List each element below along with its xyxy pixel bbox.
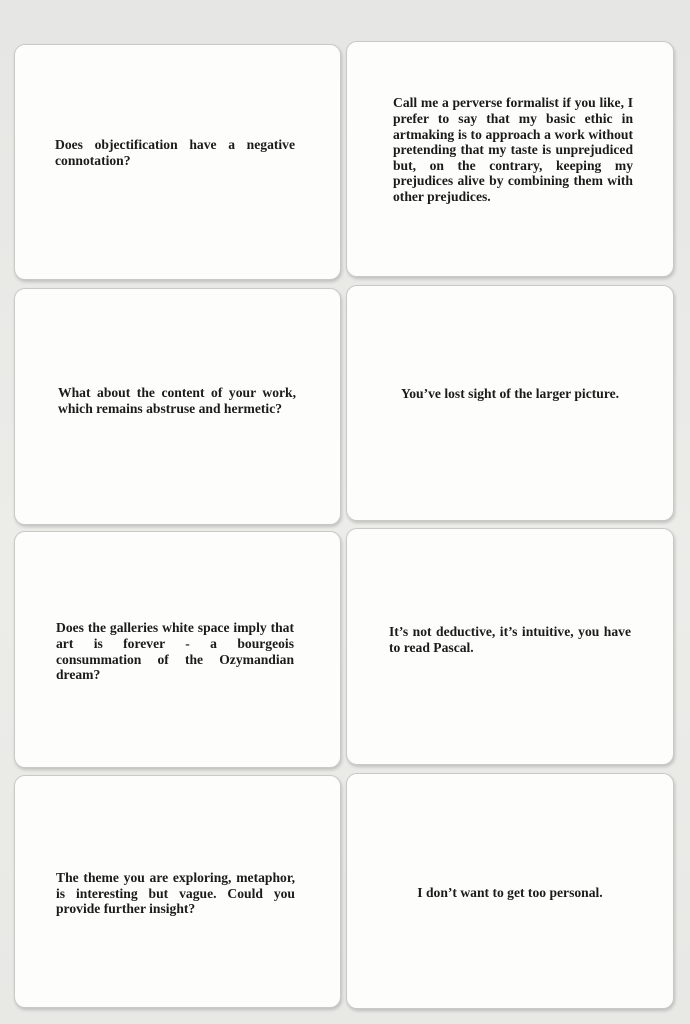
card-pascal	[346, 528, 674, 765]
card-text-objectification: Does objectification have a negative connotation?	[55, 137, 295, 168]
card-text-perverse-formalist: Call me a perverse formalist if you like, I prefer to say that my basic ethic in artmaking is to approach a work without pretending that my taste is unprejudiced but, on the contrary, keeping my prejudices alive by combining them with other prejudices.	[393, 95, 633, 204]
card-text-too-personal: I don’t want to get too personal.	[417, 885, 603, 901]
card-perverse-formalist	[346, 41, 674, 277]
card-text-pascal: It’s not deductive, it’s intuitive, you have to read Pascal.	[389, 623, 631, 655]
card-too-personal	[346, 773, 674, 1009]
card-white-space	[14, 531, 341, 768]
card-text-abstruse-content: What about the content of your work, which remains abstruse and hermetic?	[58, 384, 296, 416]
card-metaphor	[14, 775, 341, 1008]
card-larger-picture	[346, 285, 674, 521]
card-abstruse-content	[14, 288, 341, 525]
card-text-white-space: Does the galleries white space imply that art is forever - a bourgeois consummation of the Ozymandian dream?	[56, 620, 294, 683]
card-objectification	[14, 44, 341, 280]
card-text-larger-picture: You’ve lost sight of the larger picture.	[400, 386, 620, 402]
card-text-metaphor: The theme you are exploring, metaphor, is interesting but vague. Could you provide further insight?	[56, 870, 295, 917]
